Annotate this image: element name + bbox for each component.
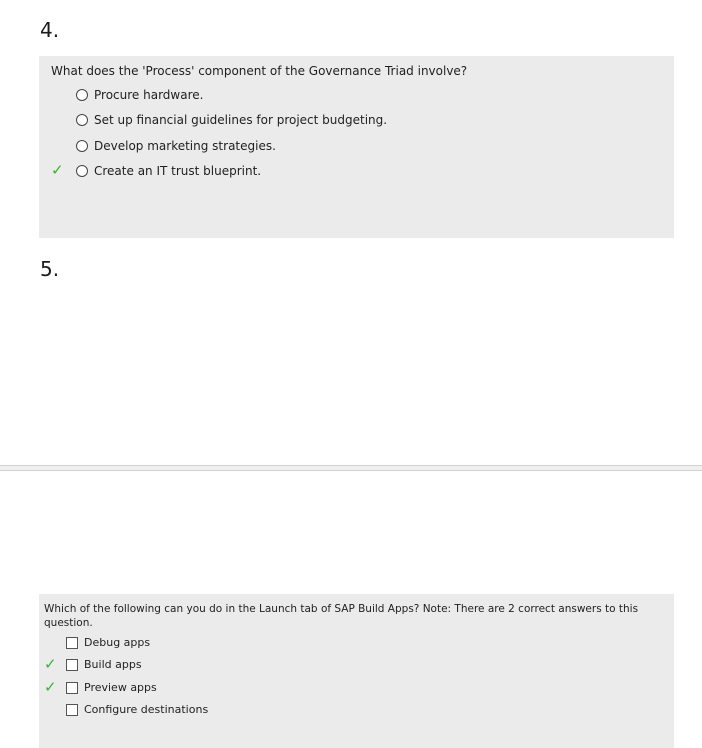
question-prompt: Which of the following can you do in the Launch tab of SAP Build Apps? Note: There are 2 correct answers to this question. [44,603,639,629]
option-label: Debug apps [84,636,151,649]
checkbox-icon[interactable] [66,637,78,649]
radio-button-icon[interactable] [76,140,88,152]
check-mark-icon: ✓ [44,655,57,673]
answer-option[interactable] [76,113,387,127]
option-label: Preview apps [84,681,157,694]
checkbox-icon[interactable] [66,704,78,716]
answer-option[interactable] [66,636,150,649]
radio-button-icon[interactable] [76,89,88,101]
radio-button-icon[interactable] [76,165,88,177]
question-number: 5. [40,257,60,281]
question-number: 4. [40,18,60,42]
radio-button-icon[interactable] [76,114,88,126]
question-panel [39,56,674,238]
answer-option[interactable] [76,164,261,178]
option-label: Build apps [84,658,142,671]
check-mark-icon: ✓ [51,161,64,179]
option-label: Set up financial guidelines for project budgeting. [94,113,388,127]
checkbox-icon[interactable] [66,682,78,694]
question-panel [39,594,674,748]
answer-option[interactable] [76,88,203,102]
answer-option[interactable] [66,658,142,671]
page-divider [0,465,702,471]
option-label: Create an IT trust blueprint. [94,164,262,178]
answer-option[interactable] [66,703,208,716]
check-mark-icon: ✓ [44,678,57,696]
checkbox-icon[interactable] [66,659,78,671]
question-prompt: What does the 'Process' component of the Governance Triad involve? [51,64,468,78]
answer-option[interactable] [76,139,276,153]
option-label: Configure destinations [84,703,209,716]
answer-option[interactable] [66,681,157,694]
option-label: Develop marketing strategies. [94,139,276,153]
option-label: Procure hardware. [94,88,204,102]
